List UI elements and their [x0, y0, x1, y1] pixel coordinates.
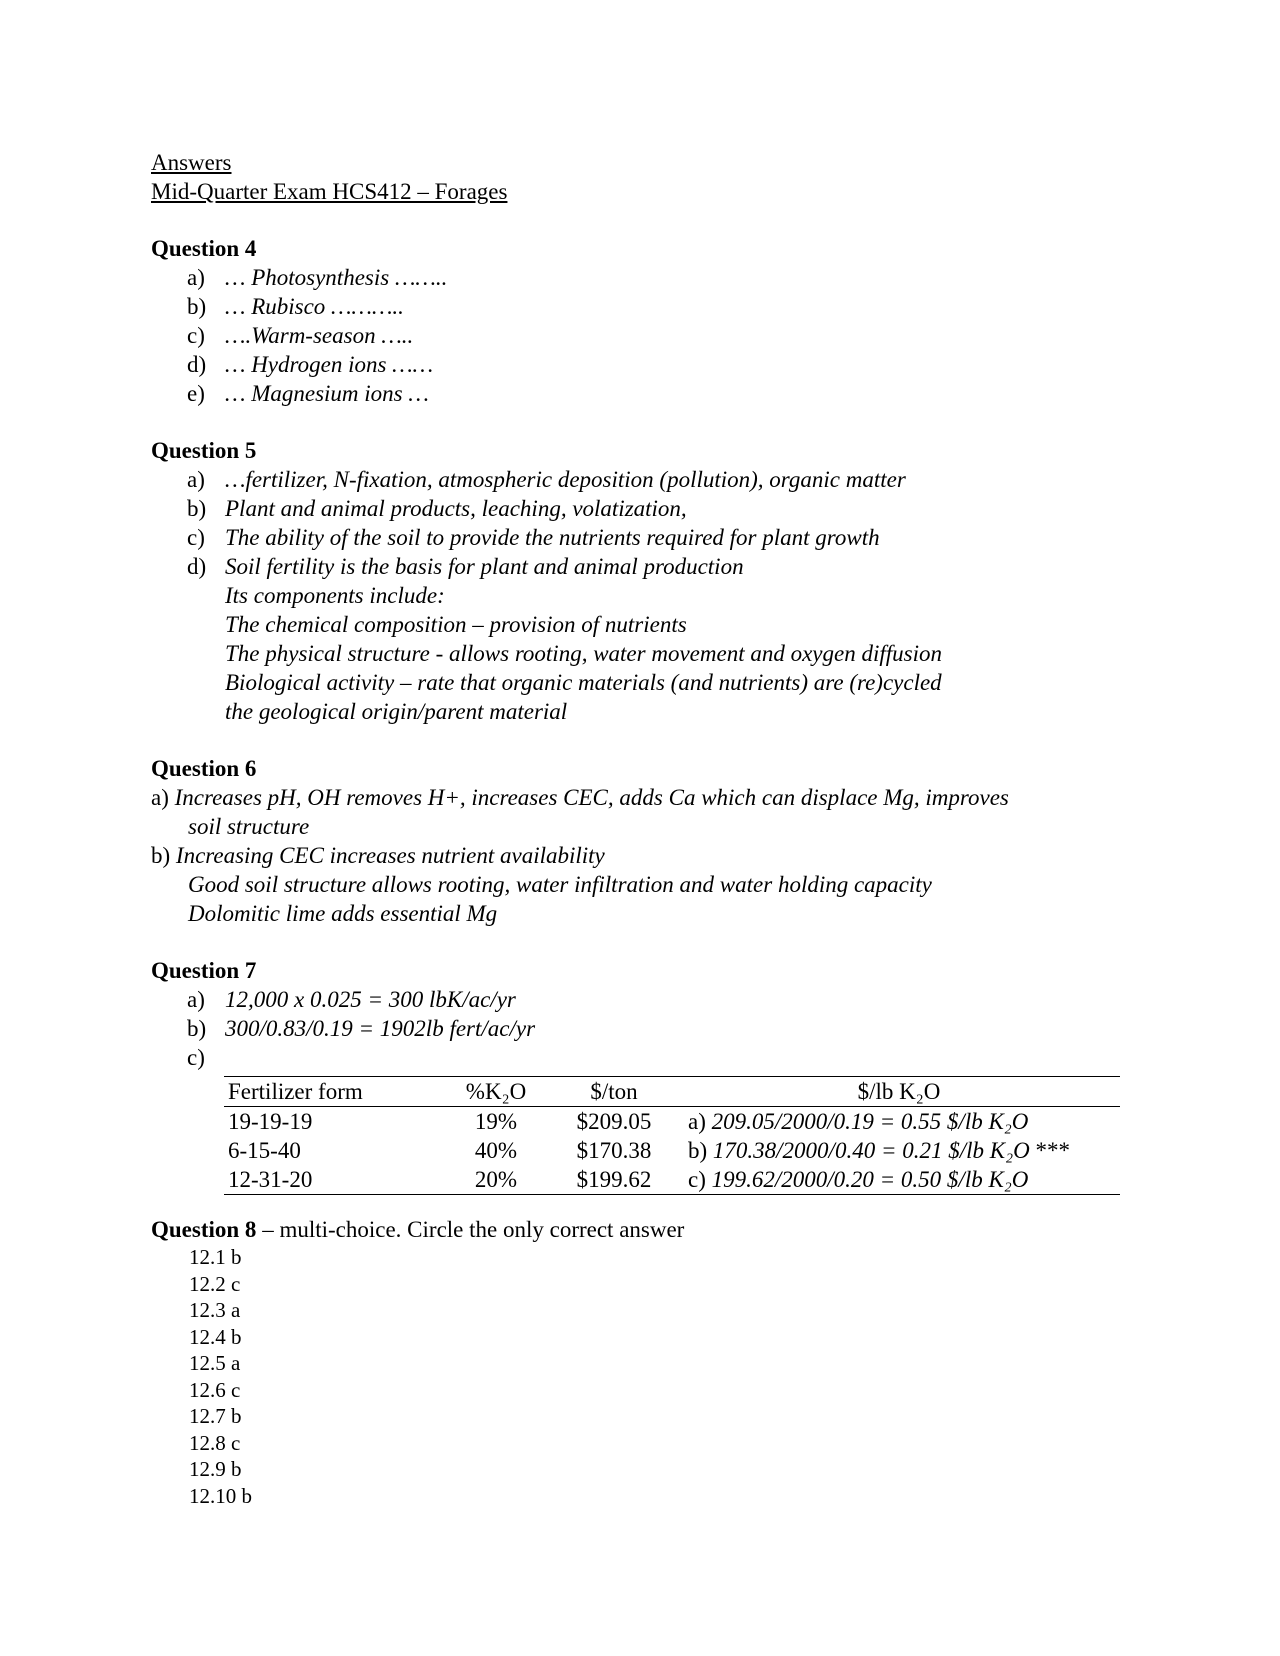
- q5-item-text: Plant and animal products, leaching, volatization,: [225, 496, 687, 521]
- list-item: 12.3 a: [189, 1298, 241, 1322]
- q5-item-label: d): [187, 554, 207, 579]
- q5-d-line: Biological activity – rate that organic materials (and nutrients) are (re)cycled: [225, 670, 942, 695]
- cell-price-per-ton: $170.38: [576, 1138, 652, 1163]
- list-item: 12.6 c: [189, 1377, 241, 1402]
- q5-item-text: Soil fertility is the basis for plant and animal production: [225, 554, 744, 579]
- q4-item-label: d): [187, 352, 207, 377]
- question-4-heading: Question 4: [151, 236, 257, 261]
- q7-item-label: a): [187, 987, 205, 1012]
- q4-item-d: [151, 350, 1131, 379]
- q5-item-label: a): [187, 467, 205, 492]
- exam-title: Mid-Quarter Exam HCS412 – Forages: [151, 179, 508, 204]
- question-8-subtitle: – multi-choice. Circle the only correct answer: [256, 1217, 685, 1242]
- list-item: 12.1 b: [189, 1245, 242, 1269]
- list-item: 12.2 c: [189, 1271, 241, 1296]
- q7-item-label: c): [187, 1045, 205, 1070]
- q4-item-text: … Hydrogen ions ……: [225, 352, 434, 377]
- col-header-k2o-percent: %K₂O: [442, 1077, 550, 1107]
- col-header-fertilizer-form: Fertilizer form: [224, 1077, 442, 1107]
- cell-fertilizer-form: 12-31-20: [224, 1165, 442, 1195]
- calc-label: c): [688, 1167, 712, 1192]
- q5-item-a: [151, 465, 1131, 494]
- q6-a-text: Increases pH, OH removes H+, increases CEC, adds Ca which can displace Mg, improves: [174, 785, 1009, 810]
- q4-item-label: c): [187, 323, 205, 348]
- q5-item-label: b): [187, 496, 207, 521]
- q5-item-d: [151, 552, 1131, 581]
- q4-item-text: … Rubisco ………..: [225, 294, 404, 319]
- q6-b-text: Increasing CEC increases nutrient availability: [175, 843, 605, 868]
- list-item: 12.7 b: [189, 1404, 242, 1428]
- q5-item-c: [151, 523, 1131, 552]
- answer-sheet: [151, 148, 1131, 1509]
- col-header-price-per-lb-k2o: $/lb K₂O: [678, 1077, 1120, 1107]
- q6-item-a: [151, 783, 1131, 812]
- q6-a-label: a): [151, 785, 169, 810]
- list-item: 12.10 b: [189, 1483, 252, 1508]
- q4-item-text: … Photosynthesis ……..: [225, 265, 448, 290]
- table-header-row: [224, 1077, 1120, 1107]
- calc-formula: 199.62/2000/0.20 = 0.50 $/lb K₂O: [711, 1167, 1029, 1192]
- q5-item-label: c): [187, 525, 205, 550]
- q6-b-line: Dolomitic lime adds essential Mg: [188, 901, 498, 926]
- q4-item-label: a): [187, 265, 205, 290]
- question-6-heading: Question 6: [151, 756, 257, 781]
- q6-b-label: b): [151, 843, 171, 868]
- table-row: [224, 1165, 1120, 1195]
- q5-d-line: The physical structure - allows rooting, water movement and oxygen diffusion: [225, 641, 942, 666]
- doc-title: Answers: [151, 150, 232, 175]
- q7-item-b: [151, 1014, 1131, 1043]
- cell-k2o-percent: 40%: [474, 1138, 518, 1163]
- cell-k2o-percent: 19%: [474, 1109, 518, 1134]
- q4-item-e: [151, 379, 1131, 408]
- cell-price-per-ton: $199.62: [550, 1165, 678, 1195]
- calc-formula: 170.38/2000/0.40 = 0.21 $/lb K₂O: [712, 1138, 1030, 1163]
- q4-item-b: [151, 292, 1131, 321]
- calc-marker: ***: [1029, 1138, 1070, 1163]
- fertilizer-cost-table: [224, 1076, 1120, 1195]
- question-5-heading: Question 5: [151, 438, 257, 463]
- q7-item-a: [151, 985, 1131, 1014]
- list-item: 12.8 c: [189, 1430, 241, 1455]
- cell-fertilizer-form: 19-19-19: [228, 1109, 313, 1134]
- list-item: 12.5 a: [189, 1351, 241, 1375]
- q4-item-text: ….Warm-season …..: [225, 323, 414, 348]
- q7-item-text: 12,000 x 0.025 = 300 lbK/ac/yr: [225, 987, 516, 1012]
- table-row: [224, 1107, 1120, 1137]
- question-7-heading: Question 7: [151, 958, 257, 983]
- question-8-heading-line: [151, 1215, 1131, 1244]
- calc-label: a): [688, 1109, 712, 1134]
- q6-b-line: Good soil structure allows rooting, water infiltration and water holding capacity: [188, 872, 932, 897]
- cell-k2o-percent: 20%: [442, 1165, 550, 1195]
- cell-price-per-lb-k2o: [678, 1165, 1120, 1195]
- q7-item-text: 300/0.83/0.19 = 1902lb fert/ac/yr: [225, 1016, 536, 1041]
- cell-fertilizer-form: 6-15-40: [228, 1138, 301, 1163]
- calc-formula: 209.05/2000/0.19 = 0.55 $/lb K₂O: [711, 1109, 1029, 1134]
- q5-item-text: The ability of the soil to provide the nutrients required for plant growth: [225, 525, 880, 550]
- cell-price-per-lb-k2o: [678, 1136, 1120, 1165]
- cell-price-per-lb-k2o: [678, 1107, 1120, 1137]
- q5-item-b: [151, 494, 1131, 523]
- q4-item-a: [151, 263, 1131, 292]
- q4-item-label: b): [187, 294, 207, 319]
- q6-item-b: [151, 841, 1131, 870]
- question-8-heading: Question 8: [151, 1217, 257, 1242]
- col-header-price-per-ton: $/ton: [550, 1077, 678, 1107]
- q4-item-text: … Magnesium ions …: [225, 381, 429, 406]
- q6-a-continuation: soil structure: [188, 814, 310, 839]
- q5-item-text: …fertilizer, N-fixation, atmospheric deposition (pollution), organic matter: [225, 467, 906, 492]
- calc-label: b): [688, 1138, 713, 1163]
- table-row: [224, 1136, 1120, 1165]
- list-item: 12.4 b: [189, 1324, 242, 1349]
- q5-d-line: Its components include:: [225, 583, 445, 608]
- q7-item-label: b): [187, 1016, 207, 1041]
- q5-d-line: the geological origin/parent material: [225, 699, 568, 724]
- q4-item-label: e): [187, 381, 205, 406]
- list-item: 12.9 b: [189, 1457, 242, 1481]
- q4-item-c: [151, 321, 1131, 350]
- cell-price-per-ton: $209.05: [576, 1109, 652, 1134]
- q5-d-line: The chemical composition – provision of nutrients: [225, 612, 687, 637]
- q7-item-c: [151, 1043, 1131, 1072]
